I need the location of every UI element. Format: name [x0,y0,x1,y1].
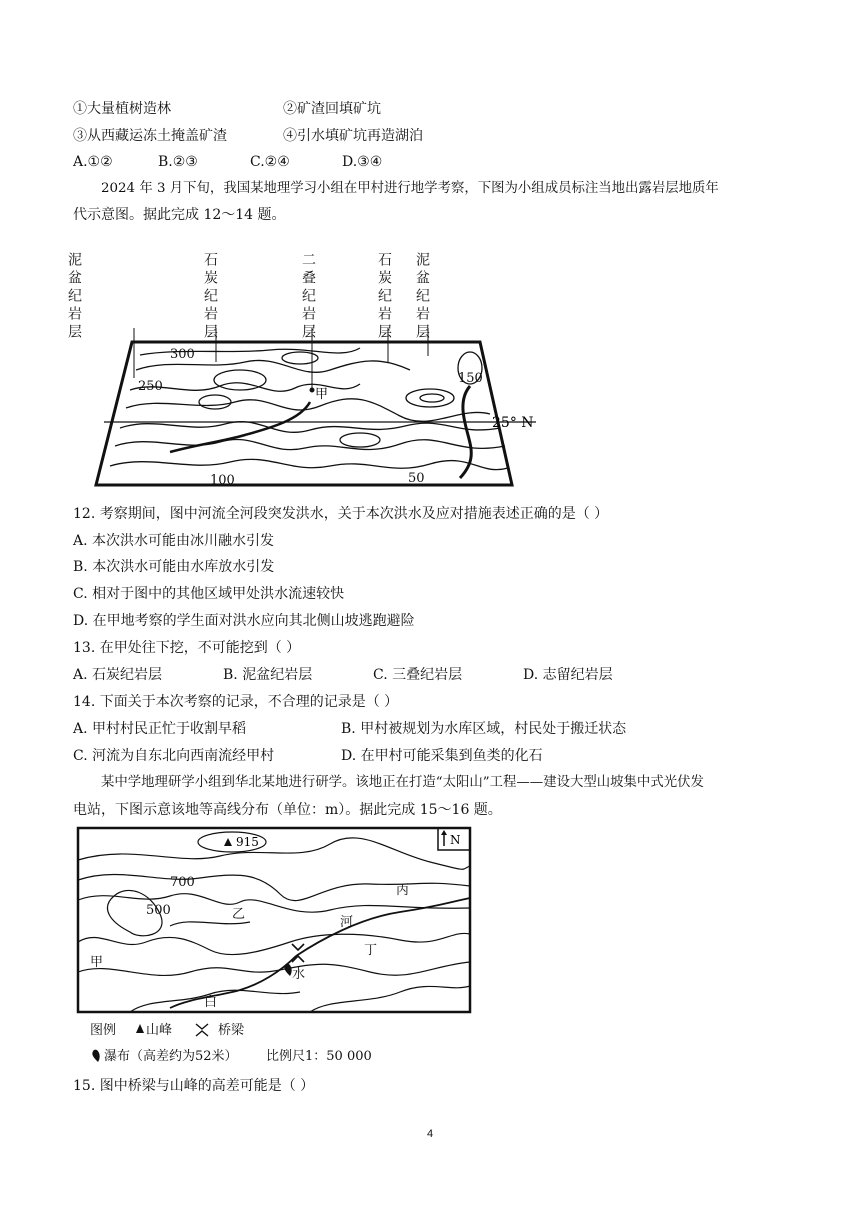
choice-b: B.②③ [158,154,198,170]
contour-300: 300 [170,347,195,362]
label-ding: 丁 [364,943,378,958]
option-2: ②矿渣回填矿坑 [283,101,381,117]
svg-text:二叠纪岩层: 二叠纪岩层 [300,252,316,342]
village-label: 甲 [315,387,329,402]
q13-option-d: D. 志留纪岩层 [523,667,613,683]
contour-50: 50 [408,471,425,486]
svg-text:泥盆纪岩层: 泥盆纪岩层 [66,252,82,342]
stratum-label-4 [376,252,392,342]
q13-stem: 13. 在甲处往下挖，不可能挖到（ ） [73,640,301,656]
option-1: ①大量植树造林 [73,101,171,117]
choice-c: C.②④ [250,154,290,170]
page-number: 4 [426,1128,434,1140]
q15-stem: 15. 图中桥梁与山峰的高差可能是（ ） [73,1078,315,1094]
label-yi: 乙 [232,907,246,922]
q12-option-d: D. 在甲地考察的学生面对洪水应向其北侧山坡逃跑避险 [73,613,415,629]
q12-option-c: C. 相对于图中的其他区域甲处洪水流速较快 [73,586,345,602]
label-bai: 白 [204,995,218,1010]
choice-a: A.①② [73,154,113,170]
q12-stem: 12. 考察期间，图中河流全河段突发洪水，关于本次洪水及应对措施表述正确的是（ ） [73,506,609,522]
label-river: 河 [340,915,354,930]
geology-figure [60,230,560,495]
scale-label: 比例尺1：50 000 [266,1049,372,1064]
stratum-label-1 [66,252,82,342]
svg-text:石炭纪岩层: 石炭纪岩层 [202,252,218,342]
intro-2-line-1: 某中学地理研学小组到华北某地进行研学。该地正在打造“太阳山”工程——建设大型山坡集中式光伏发 [101,775,704,790]
contour-100: 100 [210,473,235,488]
svg-text:石炭纪岩层: 石炭纪岩层 [376,252,392,342]
legend-bridge: 桥梁 [218,1023,245,1038]
choice-d: D.③④ [342,154,383,170]
q14-option-a: A. 甲村村民正忙于收割早稻 [73,721,247,737]
svg-text:泥盆纪岩层: 泥盆纪岩层 [414,252,430,342]
label-shui: 水 [292,967,306,982]
contour-label-700: 700 [170,875,195,890]
label-bing: 丙 [396,883,410,898]
contour-250: 250 [138,379,163,394]
label-jia: 甲 [90,955,104,970]
q14-option-b: B. 甲村被规划为水库区域，村民处于搬迁状态 [341,721,627,737]
legend-title: 图例 [90,1023,117,1038]
q14-stem: 14. 下面关于本次考察的记录，不合理的记录是（ ） [73,694,399,710]
q13-option-c: C. 三叠纪岩层 [373,667,463,683]
contour-label-500: 500 [146,903,171,918]
peak-value: 915 [236,835,259,849]
q14-option-d: D. 在甲村可能采集到鱼类的化石 [341,748,543,764]
q14-option-c: C. 河流为自东北向西南流经甲村 [73,748,275,764]
contour-150: 150 [458,371,483,386]
stratum-label-3 [300,252,316,342]
intro-2-line-2: 电站，下图示意该地等高线分布（单位：m）。据此完成 15～16 题。 [73,802,502,818]
legend-waterfall: 瀑布（高差约为52米） [104,1049,238,1064]
q13-option-b: B. 泥盆纪岩层 [223,667,313,683]
q12-option-b: B. 本次洪水可能由水库放水引发 [73,559,275,575]
q13-option-a: A. 石炭纪岩层 [73,667,163,683]
option-3: ③从西藏运冻土掩盖矿渣 [73,128,227,144]
q12-option-a: A. 本次洪水可能由冰川融水引发 [73,533,275,549]
latitude-label: 25° N [492,415,534,431]
contour-map-figure [70,822,480,1068]
north-label: N [450,833,461,847]
intro-1-line-1: 2024 年 3 月下旬，我国某地理学习小组在甲村进行地学考察，下图为小组成员标注当地出露岩层地质年 [101,181,719,196]
option-4: ④引水填矿坑再造湖泊 [283,128,423,144]
legend-peak: 山峰 [146,1023,173,1038]
intro-1-line-2: 代示意图。据此完成 12～14 题。 [73,207,286,223]
